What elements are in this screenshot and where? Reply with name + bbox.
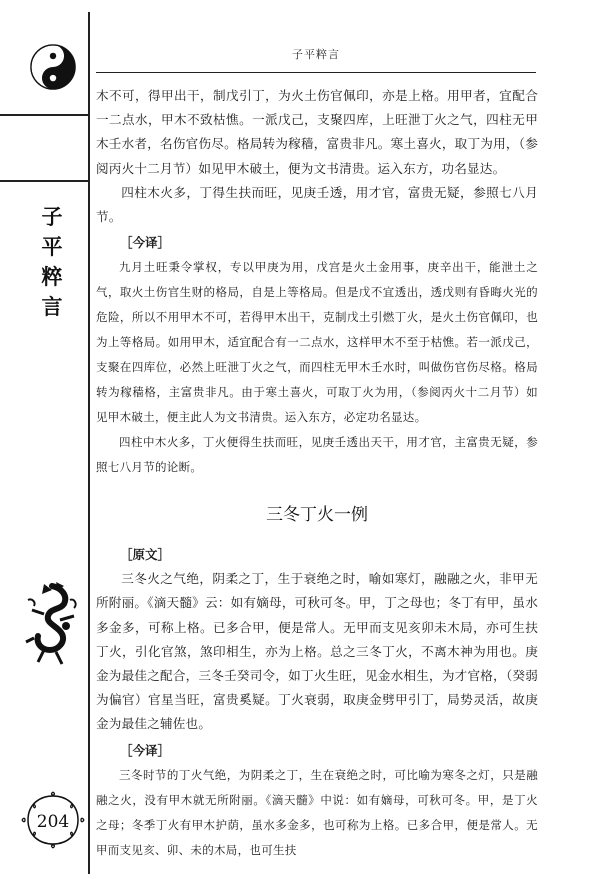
translation-paragraph: 九月土旺秉令掌权，专以甲庚为用，戊宫是火土金用事，庚辛出干，能泄土之气，取火土伤官生财的格局，自是上等格局。但是戊不宜透出，透戊则有昏晦火光的危险，所以不用甲木不可，若得甲木出干，克制戊土引燃丁火，是火土伤官佩印，也为上等格局。如用甲木，适宜配合有一二点水，这样甲木不至于枯憔。若一派戊己，支聚在四库位，必然上旺泄丁火之气，而四柱无甲木壬水时，叫做伤官伤尽格。格局转为稼穑格，主富贵非凡。由于寒土喜火，可取丁火为用，（参阅丙火十二月节）如见甲木破土，便主此人为文书清贵。运入东方，必定功名显达。 bbox=[96, 260, 538, 425]
header-rule bbox=[96, 72, 536, 73]
side-title-char: 平 bbox=[41, 235, 63, 259]
side-book-title bbox=[36, 202, 68, 322]
side-title-char: 言 bbox=[41, 295, 63, 319]
section-title: 三冬丁火一例 bbox=[266, 505, 368, 526]
dragon-illustration bbox=[22, 580, 82, 668]
translation-heading: ［今译］ bbox=[120, 235, 171, 251]
translation-paragraph: 四柱中木火多，丁火便得生扶而旺，见庚壬透出天干，用才官，主富贵无疑，参照七八月节的论断。 bbox=[96, 435, 538, 475]
margin-rule-1 bbox=[0, 114, 90, 116]
translation-paragraph: 三冬时节的丁火气绝，为阴柔之丁，生在衰绝之时，可比喻为寒冬之灯，只是融融之火，没有甲木就无所附丽。《滴天髓》中说：如有嫡母，可秋可冬。甲，是丁火之母；冬季丁火有甲木护荫，虽水多金多，也可称为上格。已多合甲，便是常人。无甲而支见亥、卯、未的木局，也可生扶 bbox=[96, 767, 538, 857]
original-heading: ［原文］ bbox=[120, 547, 171, 563]
page-number: 204 bbox=[36, 812, 70, 832]
margin-vertical-rule bbox=[88, 12, 90, 874]
side-title-char: 子 bbox=[41, 205, 63, 229]
running-head: 子平粹言 bbox=[292, 48, 340, 61]
original-paragraph: 三冬火之气绝，阴柔之丁，生于衰绝之时，喻如寒灯，融融之火，非甲无所附丽。《滴天髓》云：如有嫡母，可秋可冬。甲，丁之母也；冬丁有甲，虽水多金多，可称上格。已多合甲，便是常人。无甲而支见亥卯未木局，亦可生扶丁火，引化官煞，煞印相生，亦为上格。总之三冬丁火，不离木神为用也。庚金为最佳之配合，三冬壬癸司令，如丁火生旺，见金水相生，为才官格，（癸弱为偏官）官星当旺，富贵奚疑。丁火衰弱，取庚金劈甲引丁，局势灵活，故庚金为最佳之辅佐也。 bbox=[96, 571, 538, 732]
yin-yang-icon bbox=[30, 44, 76, 90]
original-paragraph: 四柱木火多，丁得生扶而旺，见庚壬透，用才官，富贵无疑，参照七八月节。 bbox=[96, 184, 538, 225]
main-content bbox=[96, 84, 538, 863]
translation-heading: ［今译］ bbox=[120, 742, 171, 758]
original-paragraph: 木不可，得甲出干，制戊引丁，为火土伤官佩印，亦是上格。用甲者，宜配合一二点水，甲木不致枯憔。一派戊己，支聚四库，上旺泄丁火之气，四柱无甲木壬水者，名伤官伤尽。格局转为稼穑，富贵非凡。寒土喜火，取丁为用，（参阅丙火十二月节）如见甲木破土，便为文书清贵。运入东方，功名显达。 bbox=[96, 88, 538, 176]
margin-rule-2 bbox=[0, 180, 90, 182]
side-title-char: 粹 bbox=[41, 265, 63, 289]
